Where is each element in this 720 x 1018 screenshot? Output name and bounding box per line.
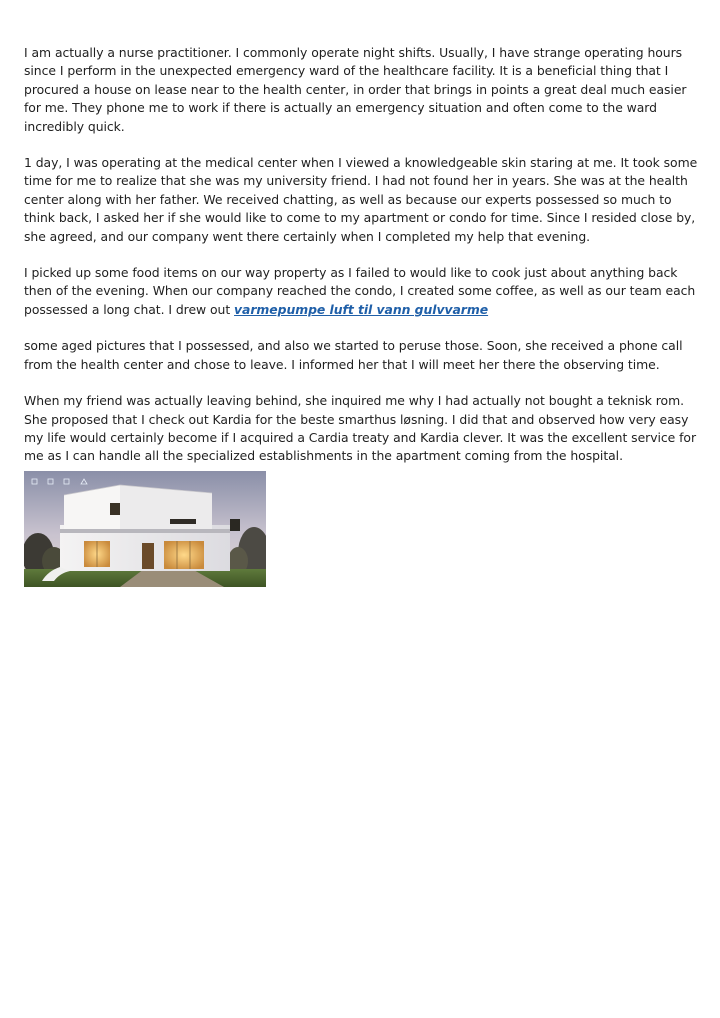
paragraph-3 bbox=[24, 264, 698, 319]
article-body bbox=[24, 44, 698, 484]
paragraph-1: I am actually a nurse practitioner. I commonly operate night shifts. Usually, I have strange operating hours since I perform in the unexpected emergency ward of the healthcare facility. It is a beneficial thing that I procured a house on lease near to the health center, in order that brings in points a great deal much easier for me. They phone me to work if there is actually an emergency situation and often come to the ward incredibly quick. bbox=[24, 45, 687, 134]
paragraph-3-text: I picked up some food items on our way property as I failed to would like to cook just about anything back then of the evening. When our company reached the condo, I created some coffee, as well as our team each possessed a long chat. I drew out bbox=[24, 265, 696, 317]
modern-house-photo bbox=[24, 471, 266, 587]
paragraph-5: When my friend was actually leaving behind, she inquired me why I had actually not bought a teknisk rom. She proposed that I check out Kardia for the beste smarthus løsning. I did that and observed how very easy my life would certainly become if I acquired a Cardia treaty and Kardia clever. It was the excellent service for me as I can handle all the specialized establishments in the apartment coming from the hospital. bbox=[24, 393, 696, 464]
paragraph-4: some aged pictures that I possessed, and also we started to peruse those. Soon, she received a phone call from the health center and chose to leave. I informed her that I will meet her there the observing time. bbox=[24, 338, 683, 372]
paragraph-2: 1 day, I was operating at the medical center when I viewed a knowledgeable skin staring at me. It took some time for me to realize that she was my university friend. I had not found her in years. She was at the health center along with her father. We received chatting, as well as because our experts possessed so much to think back, I asked her if she would like to come to my apartment or condo for time. Since I resided close by, she agreed, and our company went there certainly when I completed my help that evening. bbox=[24, 155, 698, 244]
heat-pump-link[interactable]: varmepumpe luft til vann gulvvarme bbox=[234, 301, 489, 317]
